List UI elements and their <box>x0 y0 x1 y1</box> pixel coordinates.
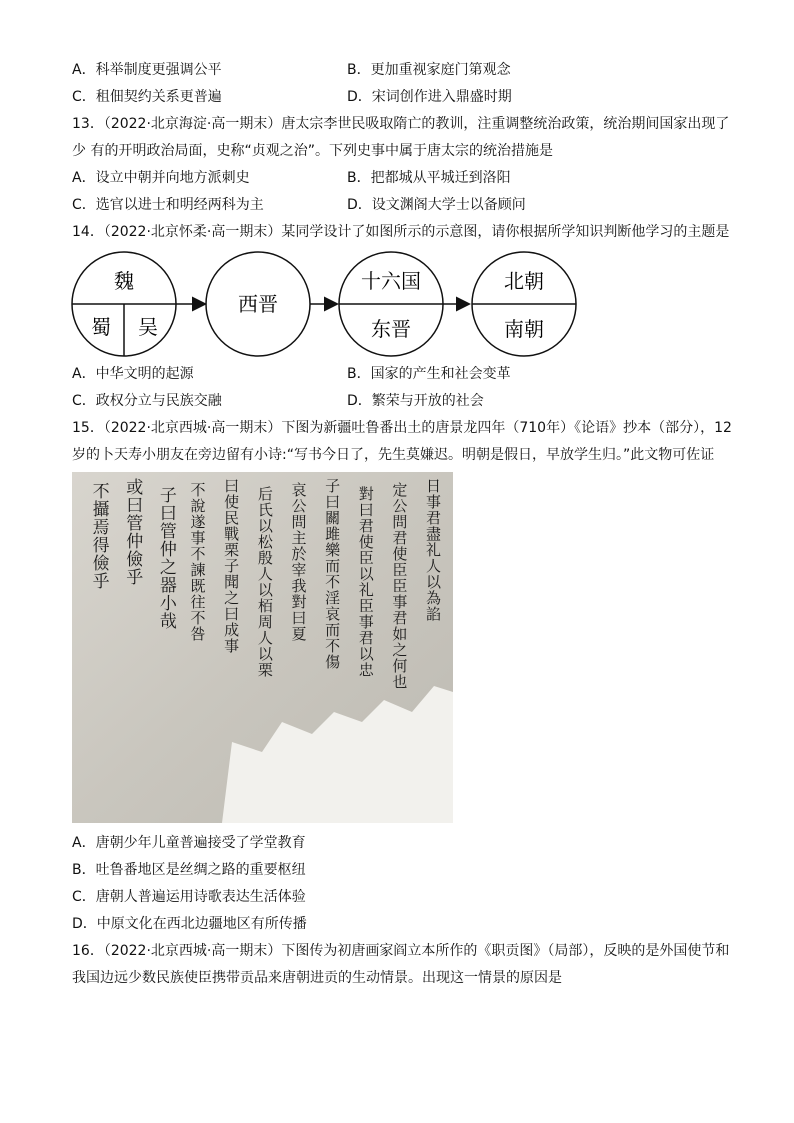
q15-stem-line1: 15．（2022·北京西城·高一期末）下图为新疆吐鲁番出土的唐景龙四年（710年）《论语》抄本（部分），12 <box>72 420 732 436</box>
manuscript-column: 定公問君使臣臣事君如之何也 <box>390 482 409 690</box>
manuscript-column: 對曰君使臣以礼臣事君以忠 <box>356 486 375 678</box>
q15-option-a: A．唐朝少年儿童普遍接受了学堂教育 <box>72 835 306 851</box>
q12-option-b: B．更加重视家庭门第观念 <box>347 62 511 78</box>
manuscript-column: 子曰關雎樂而不淫哀而不傷 <box>323 478 342 670</box>
q13-option-b: B．把都城从平城迁到洛阳 <box>347 170 511 186</box>
q13-option-a: A．设立中朝并向地方派刺史 <box>72 170 250 186</box>
q13-option-d: D．设文渊阁大学士以备顾问 <box>347 197 526 213</box>
label-southern-dynasties: 南朝 <box>504 317 544 341</box>
q13-stem-line2: 少 有的开明政治局面，史称“贞观之治”。下列史事中属于唐太宗的统治措施是 <box>72 143 553 159</box>
label-northern-dynasties: 北朝 <box>504 269 544 293</box>
q14-option-b: B．国家的产生和社会变革 <box>347 366 511 382</box>
analects-manuscript-photo <box>72 472 453 823</box>
manuscript-column: 日事君盡礼人以為諂 <box>424 478 442 622</box>
q12-option-d: D．宋词创作进入鼎盛时期 <box>347 89 512 105</box>
q15-stem-line2: 岁的卜天寿小朋友在旁边留有小诗:“写书今日了，先生莫嫌迟。明朝是假日，早放学生归。”此文物可佐证 <box>72 447 715 463</box>
q15-option-d: D．中原文化在西北边疆地区有所传播 <box>72 916 307 932</box>
q14-option-a: A．中华文明的起源 <box>72 366 194 382</box>
manuscript-column: 后氏以松殷人以栢周人以栗 <box>255 486 274 678</box>
manuscript-column: 哀公問主於宰我對曰夏 <box>289 482 308 642</box>
manuscript-column: 曰使民戰栗子聞之曰成事 <box>222 478 241 654</box>
q16-stem-line2: 我国边远少数民族使臣携带贡品来唐朝进贡的生动情景。出现这一情景的原因是 <box>72 970 562 986</box>
label-eastern-jin: 东晋 <box>371 317 411 341</box>
label-wu: 吴 <box>138 315 158 339</box>
q14-option-c: C．政权分立与民族交融 <box>72 393 222 409</box>
q14-option-d: D．繁荣与开放的社会 <box>347 393 484 409</box>
q13-option-c: C．选官以进士和明经两科为主 <box>72 197 264 213</box>
q15-option-c: C．唐朝人普遍运用诗歌表达生活体验 <box>72 889 306 905</box>
label-shu: 蜀 <box>91 315 111 339</box>
q14-stem: 14．（2022·北京怀柔·高一期末）某同学设计了如图所示的示意图，请你根据所学知识判断他学习的主题是 <box>72 224 730 240</box>
q12-option-a: A．科举制度更强调公平 <box>72 62 222 78</box>
manuscript-column: 不攝焉得儉乎 <box>88 482 109 590</box>
q15-option-b: B．吐鲁番地区是丝绸之路的重要枢纽 <box>72 862 306 878</box>
dynasty-diagram <box>68 250 728 360</box>
label-western-jin: 西晋 <box>238 292 278 316</box>
manuscript-column: 子曰管仲之器小哉 <box>155 486 176 630</box>
manuscript-column: 不說遂事不諫既往不咎 <box>188 482 207 642</box>
q12-option-c: C．租佃契约关系更普遍 <box>72 89 222 105</box>
q16-stem-line1: 16．（2022·北京西城·高一期末）下图传为初唐画家阎立本所作的《职贡图》（局部），反映的是外国使节和 <box>72 943 730 959</box>
manuscript-column: 或曰管仲儉乎 <box>122 478 143 586</box>
label-wei: 魏 <box>114 269 134 293</box>
q13-stem-line1: 13．（2022·北京海淀·高一期末）唐太宗李世民吸取隋亡的教训，注重调整统治政策，统治期间国家出现了 <box>72 116 730 132</box>
label-sixteen-kingdoms: 十六国 <box>361 269 421 293</box>
